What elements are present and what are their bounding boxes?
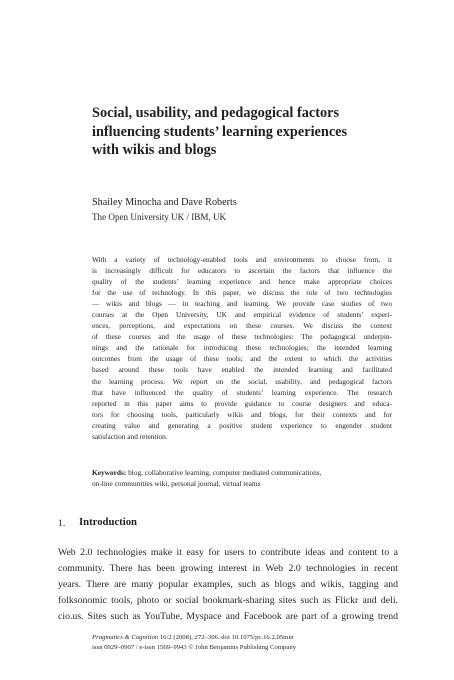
abstract-line: outcomes from the usage of these tools; and the extent to which the activities <box>92 354 392 364</box>
keywords-label: Keywords: <box>92 468 127 477</box>
abstract-line: ences, perceptions, and expectations on these courses. We discuss the context <box>92 321 392 331</box>
paper-title: Social, usability, and pedagogical factors influencing students’ learning experiences with wikis and blogs <box>92 105 348 158</box>
keywords-line <box>92 467 392 478</box>
abstract-line: — wikis and blogs — in teaching and learning. We provide case studies of two <box>92 299 392 309</box>
affiliation: The Open University UK / IBM, UK <box>92 212 227 222</box>
abstract-line: courses at the Open University, UK and empirical evidence of students’ experi- <box>92 310 392 320</box>
page-footer <box>92 633 296 653</box>
abstract-line: reported in this paper aims to provide guidance to course designers and educa- <box>92 398 392 408</box>
body-line: folksonomic tools, photo or social bookmark-sharing sites such as Flickr and deli. <box>58 595 398 607</box>
abstract-line: quality of the students’ learning experience and hence make appropriate choices <box>92 277 392 287</box>
keywords <box>92 467 392 489</box>
abstract-line: the learning process. We report on the social, usability, and pedagogical factors <box>92 376 392 386</box>
authors: Shailey Minocha and Dave Roberts <box>92 197 237 208</box>
abstract-line: based around these tools have enabled the intended learning and facilitated <box>92 365 392 375</box>
body-line: cio.us. Sites such as YouTube, Myspace and Facebook are part of a growing trend <box>58 611 398 623</box>
journal-name: Pragmatics & Cognition <box>92 634 159 641</box>
section-heading: Introduction <box>79 516 138 528</box>
body-line: community. There has been growing interest in Web 2.0 technologies in recent <box>58 563 398 575</box>
abstract-line: that have influenced the quality of students’ learning experience. The research <box>92 387 392 397</box>
footer-issn: issn 0929–0907 / e-issn 1569–9943 © John Benjamins Publishing Company <box>92 644 297 652</box>
keywords-line: on-line communities wiki, personal journal, virtual teams <box>92 479 261 489</box>
citation-details: 16:2 (2008), 272–306. doi 10.1075/pc.16.2.05min <box>158 634 294 641</box>
footer-citation <box>92 633 296 643</box>
body-line: Web 2.0 technologies make it easy for users to contribute ideas and content to a <box>58 547 398 558</box>
abstract-line: for the use of technology. In this paper, we discuss the role of two technologies <box>92 288 392 298</box>
abstract-line: of these courses and the usage of these technologies: The pedagogical underpin- <box>92 332 392 342</box>
abstract-line: creating value and generating a positive student experience to engender student <box>92 420 392 430</box>
abstract-line: tors for choosing tools, particularly wikis and blogs, for their contexts and for <box>92 409 392 419</box>
section-number: 1. <box>58 518 66 529</box>
keywords-text: blog, collaborative learning, computer mediated communications, <box>126 468 322 477</box>
abstract-line: is increasingly difficult for educators to ascertain the factors that influence the <box>92 266 392 276</box>
abstract-line: nings and the rationale for introducing these technologies; the intended learning <box>92 343 392 353</box>
abstract-line: With a variety of technology-enabled tools and environments to choose from, it <box>92 255 392 264</box>
abstract-line: satisfaction and retention. <box>92 431 168 441</box>
abstract <box>92 254 392 442</box>
body-paragraph <box>58 545 398 625</box>
body-line: years. There are many popular examples, such as blogs and wikis, tagging and <box>58 579 398 591</box>
